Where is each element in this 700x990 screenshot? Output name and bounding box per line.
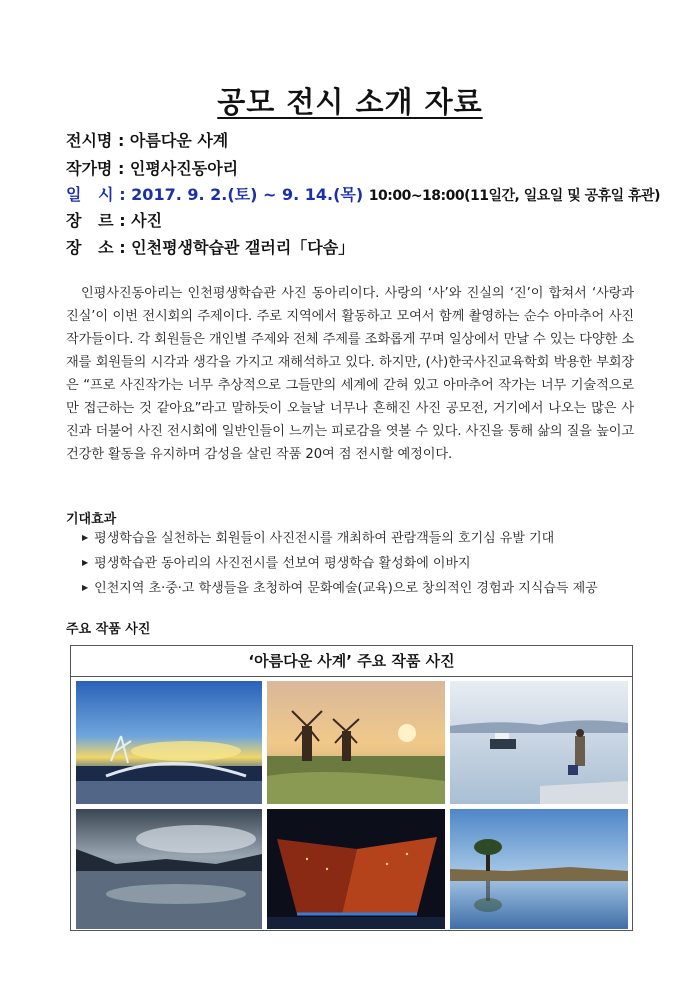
gallery-box	[70, 645, 633, 931]
list-item: ▶ 평생학습을 실천하는 회원들이 사진전시를 개최하여 관람객들의 호기심 유발 기대	[82, 531, 555, 546]
photo-windmills-sunset	[267, 681, 445, 804]
artist-label: 작가명 :	[66, 159, 125, 178]
genre-value: 사진	[131, 211, 163, 230]
date-label: 일 시 :	[66, 185, 126, 204]
info-venue	[66, 235, 354, 258]
photo-night-building	[267, 809, 445, 929]
gallery-heading: 주요 작품 사진	[66, 622, 151, 637]
effects-list	[82, 526, 642, 601]
info-genre	[66, 208, 162, 231]
info-exhibition	[66, 128, 228, 151]
genre-label: 장 르 :	[66, 211, 126, 230]
date-extra: 10:00~18:00(11일간, 일요일 및 공휴일 휴관)	[368, 188, 660, 204]
triangle-bullet-icon: ▶	[82, 583, 89, 592]
list-item: ▶ 인천지역 초·중·고 학생들을 초청하여 문화예술(교육)으로 창의적인 경험과 지식습득 제공	[82, 581, 598, 596]
info-artist	[66, 156, 238, 179]
triangle-bullet-icon: ▶	[82, 558, 89, 567]
photo-lone-tree-reflection	[450, 809, 628, 929]
date-value: 2017. 9. 2.(토) ~ 9. 14.(목)	[131, 185, 364, 204]
venue-value: 인천평생학습관 갤러리「다솜」	[131, 238, 355, 257]
effects-heading: 기대효과	[66, 512, 117, 527]
exhibition-value: 아름다운 사계	[129, 131, 229, 150]
photo-bridge-sunset	[76, 681, 262, 804]
photo-cloudy-lake	[76, 809, 262, 929]
photo-ferry-harbor	[450, 681, 628, 804]
page-title: 공모 전시 소개 자료	[217, 85, 483, 119]
list-item: ▶ 평생학습관 동아리의 사진전시를 선보여 평생학습 활성화에 이바지	[82, 556, 471, 571]
exhibition-label: 전시명 :	[66, 131, 125, 150]
gallery-title: ‘아름다운 사계’ 주요 작품 사진	[71, 646, 632, 677]
info-date	[66, 182, 660, 205]
venue-label: 장 소 :	[66, 238, 126, 257]
artist-value: 인평사진동아리	[129, 159, 239, 178]
triangle-bullet-icon: ▶	[82, 533, 89, 542]
description-paragraph: 인평사진동아리는 인천평생학습관 사진 동아리이다. 사랑의 ‘사’와 진실의 ‘진’이 합쳐서 ‘사랑과 진실’이 이번 전시회의 주제이다. 주로 지역에서 활동하고 모여서 함께 촬영하는 순수 아마추어 사진작가들이다. 각 회원들은 개인별 주제와 전체 주제를 조화롭게 꾸며 일상에서 만날 수 있는 다양한 소재를 회원들의 시각과 생각을 가지고 재해석하고 있다. 하지만, (사)한국사진교육학회 박용한 부회장은 “프로 사진작가는 너무 추상적으로 그들만의 세계에 갇혀 있고 아마추어 작가는 너무 기술적으로만 접근하는 것 같아요”라고 말하듯이 오늘날 너무나 흔해진 사진 공모전, 거기에서 나오는 많은 사진과 더불어 사진 전시회에 일반인들이 느끼는 피로감을 엿볼 수 있다. 사진을 통해 삶의 질을 높이고 건강한 활동을 유지하며 감성을 살린 작품 20여 점 전시할 예정이다.	[66, 286, 634, 462]
